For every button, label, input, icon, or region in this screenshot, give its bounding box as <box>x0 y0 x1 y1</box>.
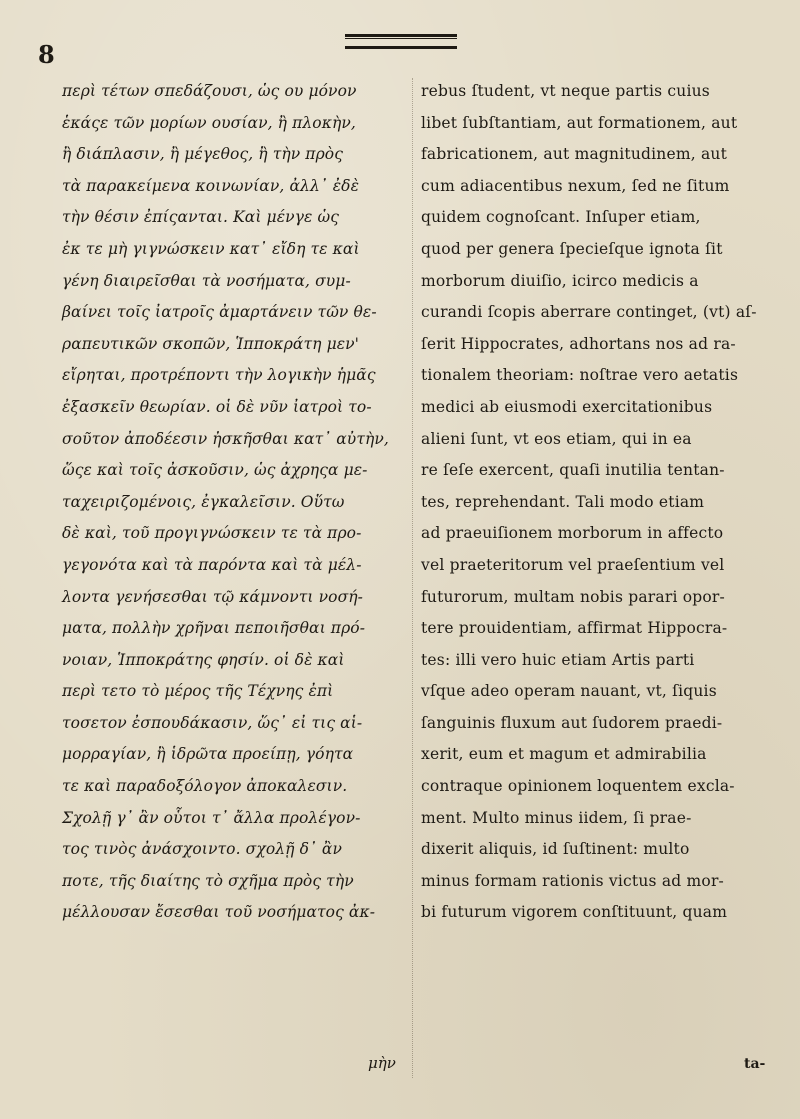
latin-text-line: fabricationem, aut magnitudinem, aut <box>421 145 728 164</box>
greek-text-line: μορραγίαν, ἢ ἱδρῶτα προείπῃ, γόητα <box>62 745 354 764</box>
greek-text-line: ματα, πολλὴν χρῆναι πεποιῆσθαι πρό- <box>62 619 366 638</box>
latin-text-line: medici ab eiusmodi exercitationibus <box>421 397 713 416</box>
latin-text-line: morborum diuiſio, icirco medicis a <box>421 271 699 290</box>
latin-text-line: tere prouidentiam, affirmat Hippocra- <box>421 619 728 638</box>
greek-text-line: γεγονότα καὶ τὰ παρόντα καὶ τὰ μέλ- <box>62 555 362 574</box>
greek-text-line: ἑκάςε τῶν μορίων ουσίαν, ἢ πλοκὴν, <box>62 113 356 132</box>
greek-text-line: τὰ παρακείμενα κοινωνίαν, ἀλλ᾽ ἐδὲ <box>62 176 360 195</box>
greek-text-line: τε καὶ παραδοξόλογον ἀποκαλεσιν. <box>62 777 348 796</box>
latin-text-line: bi futurum vigorem conſtituunt, quam <box>421 903 728 922</box>
greek-text-line: ταχειριζομένοις, ἐγκαλεῖσιν. Οὕτω <box>62 492 345 511</box>
latin-text-line: quidem cognoſcant. Inſuper etiam, <box>421 208 701 227</box>
column-divider <box>412 78 413 1078</box>
latin-text-line: tes: illi vero huic etiam Artis parti <box>421 650 695 669</box>
latin-text-line: ſanguinis fluxum aut ſudorem praedi- <box>421 713 723 732</box>
latin-text-line: ad praeuiſionem morborum in affecto <box>421 524 724 543</box>
latin-text-line: dixerit aliquis, id ſuſtinent: multo <box>421 840 690 859</box>
greek-text-line: Σχολῇ γ᾽ ἂν οὗτοι τ᾽ ἄλλα προλέγον- <box>62 808 361 827</box>
latin-text-line: tes, reprehendant. Tali modo etiam <box>421 492 705 511</box>
greek-text-line: ἐξασκεῖν θεωρίαν. οἱ δὲ νῦν ἰατροὶ το- <box>62 397 372 416</box>
latin-text-line: rebus ſtudent, vt neque partis cuius <box>421 82 710 100</box>
greek-text-line: τοσετον ἐσπουδάκασιν, ὥς᾽ εἰ τις αἱ- <box>62 713 363 732</box>
greek-text-line: λοντα γενήσεσθαι τῷ κάμνοντι νοσή- <box>62 587 363 606</box>
latin-text-line: cum adiacentibus nexum, ſed ne ſitum <box>421 176 730 195</box>
greek-text-line: περὶ τετο τὸ μέρος τῆς Τέχνης ἐπὶ <box>62 682 334 701</box>
latin-text-line: re ſeſe exercent, quaſi inutilia tentan- <box>421 461 725 480</box>
latin-text-column <box>421 76 766 929</box>
greek-text-line: ἢ διάπλασιν, ἢ μέγεθος, ἢ τὴν πρὸς <box>62 145 344 164</box>
latin-text-line: alieni ſunt, vt eos etiam, qui in ea <box>421 429 692 448</box>
latin-text-line: ment. Multo minus iidem, ſi prae- <box>421 808 692 827</box>
greek-text-column <box>62 76 407 929</box>
greek-text-line: ραπευτικῶν σκοπῶν, Ἱπποκράτη μεν' <box>62 334 360 353</box>
latin-text-line: xerit, eum et magum et admirabilia <box>421 745 707 764</box>
greek-text-line: τὴν θέσιν ἐπίςανται. Καὶ μένγε ὡς <box>62 208 339 227</box>
latin-catchword: ta- <box>744 1056 766 1072</box>
greek-text-line: γένη διαιρεῖσθαι τὰ νοσήματα, συμ- <box>62 271 351 290</box>
latin-text-line: curandi ſcopis aberrare continget, (vt) aſ- <box>421 303 757 322</box>
greek-text-line: βαίνει τοῖς ἰατροῖς ἀμαρτάνειν τῶν θε- <box>62 303 377 322</box>
greek-text-line: μέλλουσαν ἔσεσθαι τοῦ νοσήματος ἀκ- <box>62 903 376 922</box>
greek-catchword: μὴν <box>368 1054 396 1072</box>
latin-text-line: libet ſubſtantiam, aut formationem, aut <box>421 113 738 132</box>
latin-text-line: vſque adeo operam nauant, vt, ſiquis <box>421 682 717 701</box>
latin-text-line: vel praeteritorum vel praeſentium vel <box>421 555 725 574</box>
header-rule-ornament <box>345 34 457 49</box>
greek-text-line: περὶ τέτων σπεδάζουσι, ὡς ου μόνον <box>62 82 357 100</box>
latin-text-line: futurorum, multam nobis parari opor- <box>421 587 725 606</box>
page-number: 8 <box>38 40 55 69</box>
greek-text-line: σοῦτον ἀποδέεσιν ἠσκῆσθαι κατ᾽ αὐτὴν, <box>62 429 389 448</box>
greek-text-line: εἴρηται, προτρέποντι τὴν λογικὴν ἡμᾶς <box>62 366 376 385</box>
greek-text-line: τος τινὸς ἀνάσχοιντο. σχολῇ δ᾽ ἂν <box>62 840 342 859</box>
latin-text-line: ſerit Hippocrates, adhortans nos ad ra- <box>421 334 736 353</box>
latin-text-line: tionalem theoriam: noſtrae vero aetatis <box>421 366 739 385</box>
greek-text-line: ὥςε καὶ τοῖς ἀσκοῦσιν, ὡς ἀχρηςα με- <box>62 461 368 480</box>
greek-text-line: ποτε, τῆς διαίτης τὸ σχῆμα πρὸς τὴν <box>62 871 354 890</box>
greek-text-line: δὲ καὶ, τοῦ προγιγνώσκειν τε τὰ προ- <box>62 524 362 543</box>
greek-text-line: νοιαν, Ἱπποκράτης φησίν. οἱ δὲ καὶ <box>62 650 345 669</box>
latin-text-line: minus formam rationis victus ad mor- <box>421 871 724 890</box>
greek-text-line: ἐκ τε μὴ γιγνώσκειν κατ᾽ εἴδη τε καὶ <box>62 239 360 258</box>
latin-text-line: contraque opinionem loquentem excla- <box>421 777 735 796</box>
latin-text-line: quod per genera ſpecieſque ignota ſit <box>421 239 723 258</box>
